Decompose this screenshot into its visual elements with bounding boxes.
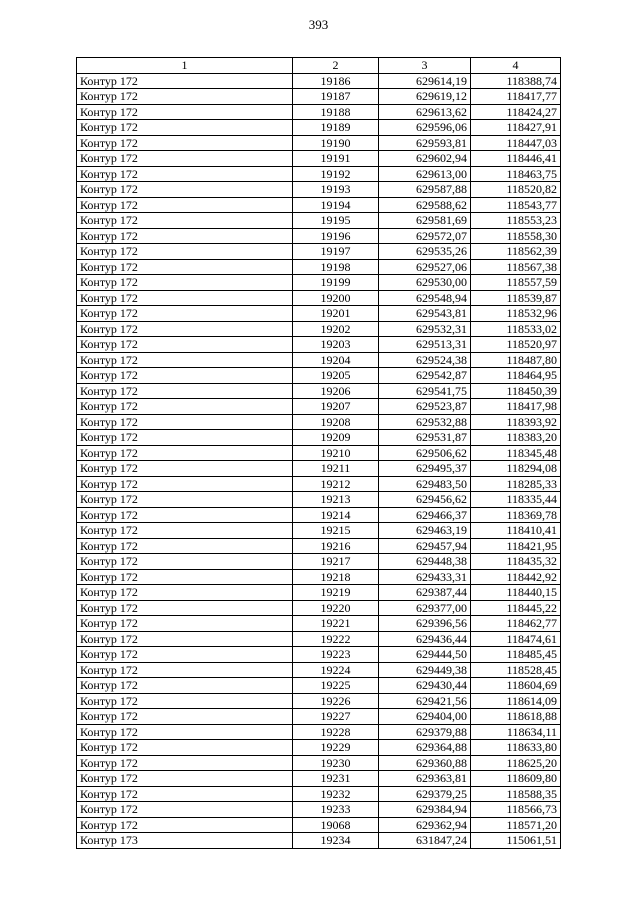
y-coordinate-cell: 118543,77	[471, 197, 561, 213]
y-coordinate-cell: 118410,41	[471, 523, 561, 539]
point-number-cell: 19224	[293, 662, 379, 678]
x-coordinate-cell: 629542,87	[379, 368, 471, 384]
y-coordinate-cell: 118424,27	[471, 104, 561, 120]
table-row	[77, 631, 561, 647]
x-coordinate-cell: 629457,94	[379, 538, 471, 554]
y-coordinate-cell: 118369,78	[471, 507, 561, 523]
point-number-cell: 19225	[293, 678, 379, 694]
x-coordinate-cell: 629448,38	[379, 554, 471, 570]
y-coordinate-cell: 118539,87	[471, 290, 561, 306]
table-row	[77, 166, 561, 182]
x-coordinate-cell: 629524,38	[379, 352, 471, 368]
contour-name-cell: Контур 172	[77, 430, 293, 446]
point-number-cell: 19186	[293, 73, 379, 89]
point-number-cell: 19232	[293, 786, 379, 802]
table-row	[77, 786, 561, 802]
contour-name-cell: Контур 172	[77, 290, 293, 306]
x-coordinate-cell: 629466,37	[379, 507, 471, 523]
contour-name-cell: Контур 172	[77, 213, 293, 229]
y-coordinate-cell: 118335,44	[471, 492, 561, 508]
table-row	[77, 755, 561, 771]
x-coordinate-cell: 629593,81	[379, 135, 471, 151]
table-row	[77, 135, 561, 151]
table-row	[77, 724, 561, 740]
contour-name-cell: Контур 172	[77, 600, 293, 616]
header-col-1: 1	[77, 58, 293, 74]
y-coordinate-cell: 118557,59	[471, 275, 561, 291]
contour-name-cell: Контур 172	[77, 120, 293, 136]
table-row	[77, 569, 561, 585]
y-coordinate-cell: 118383,20	[471, 430, 561, 446]
x-coordinate-cell: 629387,44	[379, 585, 471, 601]
y-coordinate-cell: 118463,75	[471, 166, 561, 182]
y-coordinate-cell: 118520,97	[471, 337, 561, 353]
point-number-cell: 19204	[293, 352, 379, 368]
table-row	[77, 740, 561, 756]
table-row	[77, 321, 561, 337]
point-number-cell: 19206	[293, 383, 379, 399]
contour-name-cell: Контур 172	[77, 383, 293, 399]
x-coordinate-cell: 629572,07	[379, 228, 471, 244]
table-row	[77, 771, 561, 787]
x-coordinate-cell: 629463,19	[379, 523, 471, 539]
point-number-cell: 19187	[293, 89, 379, 105]
table-row	[77, 337, 561, 353]
x-coordinate-cell: 629548,94	[379, 290, 471, 306]
x-coordinate-cell: 629495,37	[379, 461, 471, 477]
contour-name-cell: Контур 172	[77, 368, 293, 384]
contour-name-cell: Контур 172	[77, 802, 293, 818]
contour-name-cell: Контур 172	[77, 244, 293, 260]
table-row	[77, 662, 561, 678]
contour-name-cell: Контур 172	[77, 538, 293, 554]
point-number-cell: 19188	[293, 104, 379, 120]
table-row	[77, 461, 561, 477]
y-coordinate-cell: 118567,38	[471, 259, 561, 275]
table-row	[77, 833, 561, 849]
y-coordinate-cell: 118533,02	[471, 321, 561, 337]
x-coordinate-cell: 629379,88	[379, 724, 471, 740]
contour-name-cell: Контур 172	[77, 817, 293, 833]
y-coordinate-cell: 118462,77	[471, 616, 561, 632]
table-row	[77, 182, 561, 198]
x-coordinate-cell: 629436,44	[379, 631, 471, 647]
table-row	[77, 678, 561, 694]
point-number-cell: 19213	[293, 492, 379, 508]
point-number-cell: 19192	[293, 166, 379, 182]
y-coordinate-cell: 115061,51	[471, 833, 561, 849]
point-number-cell: 19233	[293, 802, 379, 818]
point-number-cell: 19200	[293, 290, 379, 306]
point-number-cell: 19210	[293, 445, 379, 461]
x-coordinate-cell: 629430,44	[379, 678, 471, 694]
point-number-cell: 19195	[293, 213, 379, 229]
y-coordinate-cell: 118532,96	[471, 306, 561, 322]
table-row	[77, 290, 561, 306]
x-coordinate-cell: 629614,19	[379, 73, 471, 89]
contour-name-cell: Контур 172	[77, 306, 293, 322]
x-coordinate-cell: 629619,12	[379, 89, 471, 105]
point-number-cell: 19217	[293, 554, 379, 570]
contour-name-cell: Контур 172	[77, 569, 293, 585]
point-number-cell: 19191	[293, 151, 379, 167]
x-coordinate-cell: 629530,00	[379, 275, 471, 291]
table-row	[77, 647, 561, 663]
x-coordinate-cell: 629483,50	[379, 476, 471, 492]
table-row	[77, 244, 561, 260]
x-coordinate-cell: 629363,81	[379, 771, 471, 787]
contour-name-cell: Контур 172	[77, 135, 293, 151]
point-number-cell: 19221	[293, 616, 379, 632]
point-number-cell: 19218	[293, 569, 379, 585]
contour-name-cell: Контур 172	[77, 724, 293, 740]
point-number-cell: 19214	[293, 507, 379, 523]
y-coordinate-cell: 118345,48	[471, 445, 561, 461]
y-coordinate-cell: 118474,61	[471, 631, 561, 647]
point-number-cell: 19190	[293, 135, 379, 151]
contour-name-cell: Контур 172	[77, 321, 293, 337]
x-coordinate-cell: 629535,26	[379, 244, 471, 260]
point-number-cell: 19208	[293, 414, 379, 430]
x-coordinate-cell: 629364,88	[379, 740, 471, 756]
contour-name-cell: Контур 172	[77, 275, 293, 291]
table-row	[77, 538, 561, 554]
x-coordinate-cell: 629588,62	[379, 197, 471, 213]
x-coordinate-cell: 629404,00	[379, 709, 471, 725]
x-coordinate-cell: 629456,62	[379, 492, 471, 508]
point-number-cell: 19231	[293, 771, 379, 787]
table-row	[77, 383, 561, 399]
x-coordinate-cell: 629421,56	[379, 693, 471, 709]
contour-name-cell: Контур 172	[77, 461, 293, 477]
x-coordinate-cell: 629377,00	[379, 600, 471, 616]
contour-name-cell: Контур 172	[77, 337, 293, 353]
contour-name-cell: Контур 172	[77, 709, 293, 725]
page-number: 393	[308, 17, 329, 32]
point-number-cell: 19205	[293, 368, 379, 384]
y-coordinate-cell: 118417,98	[471, 399, 561, 415]
table-row	[77, 213, 561, 229]
table-row	[77, 693, 561, 709]
x-coordinate-cell: 629444,50	[379, 647, 471, 663]
y-coordinate-cell: 118634,11	[471, 724, 561, 740]
table-row	[77, 120, 561, 136]
x-coordinate-cell: 629513,31	[379, 337, 471, 353]
contour-name-cell: Контур 173	[77, 833, 293, 849]
contour-name-cell: Контур 172	[77, 197, 293, 213]
x-coordinate-cell: 629532,31	[379, 321, 471, 337]
point-number-cell: 19198	[293, 259, 379, 275]
table-row	[77, 368, 561, 384]
point-number-cell: 19211	[293, 461, 379, 477]
table-row	[77, 399, 561, 415]
contour-name-cell: Контур 172	[77, 352, 293, 368]
contour-name-cell: Контур 172	[77, 507, 293, 523]
contour-name-cell: Контур 172	[77, 445, 293, 461]
y-coordinate-cell: 118417,77	[471, 89, 561, 105]
y-coordinate-cell: 118633,80	[471, 740, 561, 756]
y-coordinate-cell: 118604,69	[471, 678, 561, 694]
point-number-cell: 19203	[293, 337, 379, 353]
table-row	[77, 151, 561, 167]
contour-name-cell: Контур 172	[77, 523, 293, 539]
table-row	[77, 197, 561, 213]
table-row	[77, 445, 561, 461]
y-coordinate-cell: 118571,20	[471, 817, 561, 833]
contour-name-cell: Контур 172	[77, 73, 293, 89]
y-coordinate-cell: 118528,45	[471, 662, 561, 678]
y-coordinate-cell: 118294,08	[471, 461, 561, 477]
contour-name-cell: Контур 172	[77, 399, 293, 415]
point-number-cell: 19228	[293, 724, 379, 740]
y-coordinate-cell: 118520,82	[471, 182, 561, 198]
table-row	[77, 507, 561, 523]
x-coordinate-cell: 629360,88	[379, 755, 471, 771]
table-row	[77, 492, 561, 508]
point-number-cell: 19234	[293, 833, 379, 849]
x-coordinate-cell: 629396,56	[379, 616, 471, 632]
table-row	[77, 352, 561, 368]
contour-name-cell: Контур 172	[77, 786, 293, 802]
contour-name-cell: Контур 172	[77, 693, 293, 709]
y-coordinate-cell: 118487,80	[471, 352, 561, 368]
y-coordinate-cell: 118447,03	[471, 135, 561, 151]
y-coordinate-cell: 118388,74	[471, 73, 561, 89]
point-number-cell: 19189	[293, 120, 379, 136]
y-coordinate-cell: 118609,80	[471, 771, 561, 787]
point-number-cell: 19219	[293, 585, 379, 601]
point-number-cell: 19193	[293, 182, 379, 198]
table-row	[77, 817, 561, 833]
contour-name-cell: Контур 172	[77, 647, 293, 663]
x-coordinate-cell: 629581,69	[379, 213, 471, 229]
contour-name-cell: Контур 172	[77, 771, 293, 787]
contour-name-cell: Контур 172	[77, 476, 293, 492]
point-number-cell: 19230	[293, 755, 379, 771]
point-number-cell: 19197	[293, 244, 379, 260]
contour-name-cell: Контур 172	[77, 151, 293, 167]
point-number-cell: 19196	[293, 228, 379, 244]
table-row	[77, 523, 561, 539]
table-row	[77, 89, 561, 105]
y-coordinate-cell: 118562,39	[471, 244, 561, 260]
point-number-cell: 19223	[293, 647, 379, 663]
y-coordinate-cell: 118440,15	[471, 585, 561, 601]
y-coordinate-cell: 118618,88	[471, 709, 561, 725]
x-coordinate-cell: 629527,06	[379, 259, 471, 275]
x-coordinate-cell: 629613,62	[379, 104, 471, 120]
coordinates-table	[76, 57, 561, 849]
table-row	[77, 430, 561, 446]
y-coordinate-cell: 118450,39	[471, 383, 561, 399]
table-row	[77, 554, 561, 570]
contour-name-cell: Контур 172	[77, 755, 293, 771]
contour-name-cell: Контур 172	[77, 104, 293, 120]
point-number-cell: 19199	[293, 275, 379, 291]
x-coordinate-cell: 629541,75	[379, 383, 471, 399]
header-col-3: 3	[379, 58, 471, 74]
x-coordinate-cell: 631847,24	[379, 833, 471, 849]
y-coordinate-cell: 118553,23	[471, 213, 561, 229]
point-number-cell: 19216	[293, 538, 379, 554]
contour-name-cell: Контур 172	[77, 554, 293, 570]
y-coordinate-cell: 118421,95	[471, 538, 561, 554]
table-row	[77, 802, 561, 818]
point-number-cell: 19227	[293, 709, 379, 725]
contour-name-cell: Контур 172	[77, 228, 293, 244]
header-col-2: 2	[293, 58, 379, 74]
point-number-cell: 19226	[293, 693, 379, 709]
contour-name-cell: Контур 172	[77, 414, 293, 430]
table-header	[77, 58, 561, 74]
point-number-cell: 19222	[293, 631, 379, 647]
table-row	[77, 228, 561, 244]
x-coordinate-cell: 629506,62	[379, 445, 471, 461]
contour-name-cell: Контур 172	[77, 585, 293, 601]
contour-name-cell: Контур 172	[77, 182, 293, 198]
table-row	[77, 306, 561, 322]
y-coordinate-cell: 118435,32	[471, 554, 561, 570]
y-coordinate-cell: 118485,45	[471, 647, 561, 663]
contour-name-cell: Контур 172	[77, 631, 293, 647]
point-number-cell: 19202	[293, 321, 379, 337]
table-row	[77, 600, 561, 616]
table-row	[77, 585, 561, 601]
contour-name-cell: Контур 172	[77, 678, 293, 694]
table-row	[77, 275, 561, 291]
y-coordinate-cell: 118588,35	[471, 786, 561, 802]
x-coordinate-cell: 629602,94	[379, 151, 471, 167]
x-coordinate-cell: 629433,31	[379, 569, 471, 585]
table-row	[77, 616, 561, 632]
table-row	[77, 414, 561, 430]
contour-name-cell: Контур 172	[77, 740, 293, 756]
contour-name-cell: Контур 172	[77, 662, 293, 678]
table-row	[77, 104, 561, 120]
y-coordinate-cell: 118393,92	[471, 414, 561, 430]
point-number-cell: 19220	[293, 600, 379, 616]
contour-name-cell: Контур 172	[77, 616, 293, 632]
point-number-cell: 19229	[293, 740, 379, 756]
contour-name-cell: Контур 172	[77, 259, 293, 275]
y-coordinate-cell: 118464,95	[471, 368, 561, 384]
table-body	[77, 73, 561, 848]
x-coordinate-cell: 629596,06	[379, 120, 471, 136]
x-coordinate-cell: 629587,88	[379, 182, 471, 198]
point-number-cell: 19209	[293, 430, 379, 446]
x-coordinate-cell: 629362,94	[379, 817, 471, 833]
table-row	[77, 476, 561, 492]
header-col-4: 4	[471, 58, 561, 74]
point-number-cell: 19068	[293, 817, 379, 833]
y-coordinate-cell: 118427,91	[471, 120, 561, 136]
y-coordinate-cell: 118614,09	[471, 693, 561, 709]
y-coordinate-cell: 118285,33	[471, 476, 561, 492]
x-coordinate-cell: 629543,81	[379, 306, 471, 322]
y-coordinate-cell: 118558,30	[471, 228, 561, 244]
y-coordinate-cell: 118445,22	[471, 600, 561, 616]
table-row	[77, 73, 561, 89]
contour-name-cell: Контур 172	[77, 166, 293, 182]
point-number-cell: 19212	[293, 476, 379, 492]
table-row	[77, 709, 561, 725]
x-coordinate-cell: 629613,00	[379, 166, 471, 182]
x-coordinate-cell: 629532,88	[379, 414, 471, 430]
table-row	[77, 259, 561, 275]
point-number-cell: 19194	[293, 197, 379, 213]
x-coordinate-cell: 629449,38	[379, 662, 471, 678]
y-coordinate-cell: 118625,20	[471, 755, 561, 771]
x-coordinate-cell: 629523,87	[379, 399, 471, 415]
y-coordinate-cell: 118566,73	[471, 802, 561, 818]
header-row	[77, 58, 561, 74]
y-coordinate-cell: 118446,41	[471, 151, 561, 167]
x-coordinate-cell: 629531,87	[379, 430, 471, 446]
x-coordinate-cell: 629384,94	[379, 802, 471, 818]
x-coordinate-cell: 629379,25	[379, 786, 471, 802]
contour-name-cell: Контур 172	[77, 89, 293, 105]
point-number-cell: 19207	[293, 399, 379, 415]
y-coordinate-cell: 118442,92	[471, 569, 561, 585]
point-number-cell: 19215	[293, 523, 379, 539]
point-number-cell: 19201	[293, 306, 379, 322]
contour-name-cell: Контур 172	[77, 492, 293, 508]
